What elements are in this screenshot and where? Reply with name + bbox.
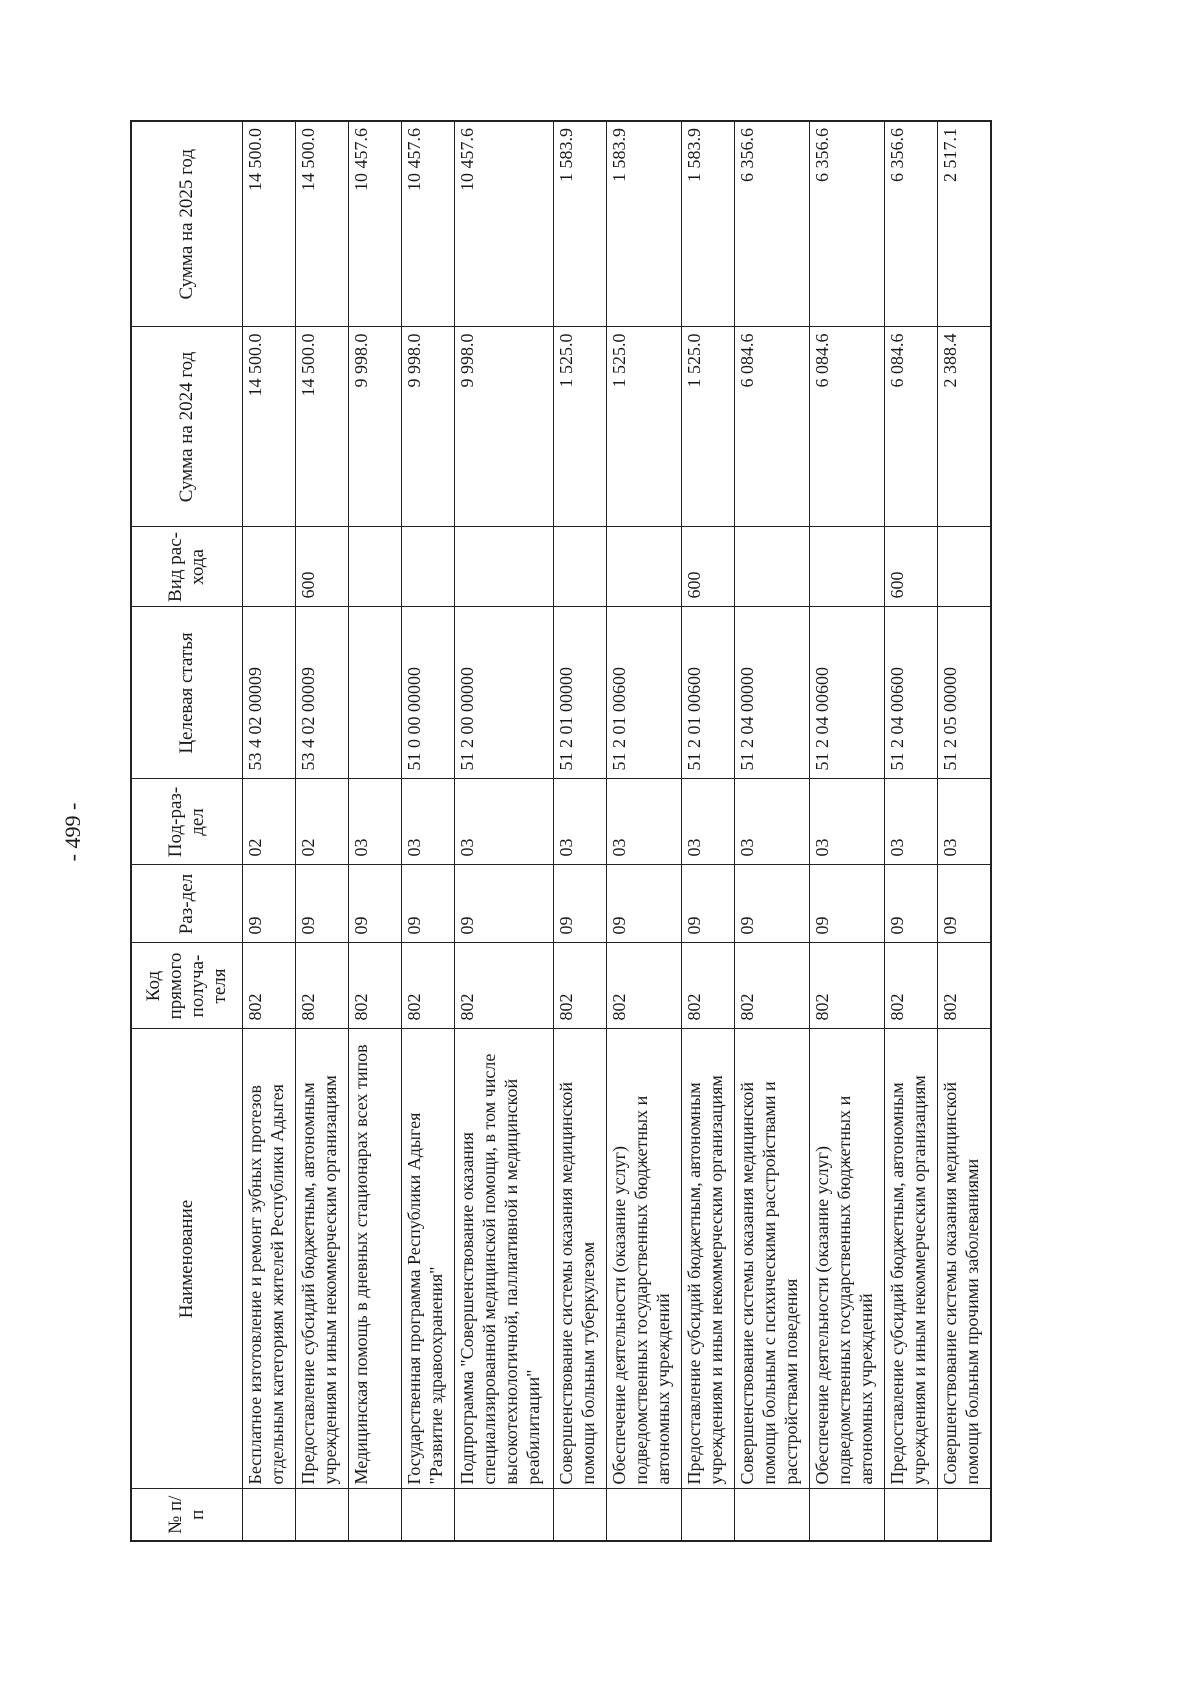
table-row: [296, 121, 349, 1541]
cell-no: [938, 1489, 992, 1541]
cell-section: 09: [810, 865, 885, 943]
header-name: Наименование: [131, 1029, 243, 1489]
header-section: Раз-дел: [131, 865, 243, 943]
cell-target: 51 0 00 00000: [402, 607, 455, 779]
cell-target: 53 4 02 00009: [243, 607, 296, 779]
table-row: [682, 121, 735, 1541]
cell-no: [682, 1489, 735, 1541]
cell-recipient: 802: [682, 943, 735, 1029]
page-number: - 499 -: [60, 802, 85, 862]
table-row: [938, 121, 992, 1541]
cell-no: [402, 1489, 455, 1541]
cell-name: Совершенствование системы оказания медицинской помощи больным прочими заболеваниями: [938, 1029, 992, 1489]
cell-target: 53 4 02 00009: [296, 607, 349, 779]
cell-target: 51 2 04 00600: [810, 607, 885, 779]
header-recipient: Код прямого получа-теля: [131, 943, 243, 1029]
cell-sum-2025: 6 356.6: [735, 121, 810, 327]
cell-sum-2024: 9 998.0: [349, 327, 402, 527]
table-row: [607, 121, 682, 1541]
cell-section: 09: [607, 865, 682, 943]
cell-expense-type: 600: [682, 527, 735, 607]
cell-no: [455, 1489, 554, 1541]
cell-target: 51 2 01 00600: [607, 607, 682, 779]
cell-recipient: 802: [885, 943, 938, 1029]
cell-no: [885, 1489, 938, 1541]
cell-sum-2024: 1 525.0: [554, 327, 607, 527]
cell-expense-type: 600: [885, 527, 938, 607]
rotated-content: [60, 122, 1130, 1542]
cell-section: 09: [885, 865, 938, 943]
cell-sum-2024: 2 388.4: [938, 327, 992, 527]
table-row: [455, 121, 554, 1541]
cell-expense-type: [938, 527, 992, 607]
cell-section: 09: [402, 865, 455, 943]
cell-sum-2025: 14 500.0: [243, 121, 296, 327]
cell-name: Совершенствование системы оказания медицинской помощи больным с психическими расстройствами и расстройствами поведения: [735, 1029, 810, 1489]
table-header-row: [131, 121, 243, 1541]
cell-target: 51 2 00 00000: [455, 607, 554, 779]
cell-sum-2024: 1 525.0: [682, 327, 735, 527]
cell-no: [243, 1489, 296, 1541]
cell-subsection: 03: [455, 779, 554, 865]
header-sum-2024: Сумма на 2024 год: [131, 327, 243, 527]
cell-recipient: 802: [296, 943, 349, 1029]
table-row: [810, 121, 885, 1541]
cell-sum-2025: 2 517.1: [938, 121, 992, 327]
table-row: [735, 121, 810, 1541]
table-row: [243, 121, 296, 1541]
cell-name: Подпрограмма "Совершенствование оказания специализированной медицинской помощи, в том числе высокотехнологичной, паллиативной и медицинской реабилитации": [455, 1029, 554, 1489]
cell-sum-2024: 1 525.0: [607, 327, 682, 527]
cell-name: Обеспечение деятельности (оказание услуг) подведомственных государственных бюджетных и автономных учреждений: [810, 1029, 885, 1489]
header-subsection: Под-раз-дел: [131, 779, 243, 865]
cell-target: 51 2 05 00000: [938, 607, 992, 779]
cell-subsection: 03: [402, 779, 455, 865]
cell-expense-type: 600: [296, 527, 349, 607]
table-row: [554, 121, 607, 1541]
cell-recipient: 802: [554, 943, 607, 1029]
cell-sum-2024: 6 084.6: [885, 327, 938, 527]
header-no: № п/п: [131, 1489, 243, 1541]
cell-no: [296, 1489, 349, 1541]
cell-recipient: 802: [607, 943, 682, 1029]
cell-recipient: 802: [735, 943, 810, 1029]
cell-section: 09: [682, 865, 735, 943]
cell-target: [349, 607, 402, 779]
cell-expense-type: [735, 527, 810, 607]
cell-no: [735, 1489, 810, 1541]
cell-name: Совершенствование системы оказания медицинской помощи больным туберкулезом: [554, 1029, 607, 1489]
cell-no: [810, 1489, 885, 1541]
cell-no: [349, 1489, 402, 1541]
cell-name: Предоставление субсидий бюджетным, автономным учреждениям и иным некоммерческим организациям: [296, 1029, 349, 1489]
cell-sum-2025: 14 500.0: [296, 121, 349, 327]
cell-subsection: 03: [682, 779, 735, 865]
cell-sum-2025: 6 356.6: [810, 121, 885, 327]
cell-sum-2024: 9 998.0: [402, 327, 455, 527]
cell-section: 09: [349, 865, 402, 943]
cell-section: 09: [938, 865, 992, 943]
cell-name: Медицинская помощь в дневных стационарах всех типов: [349, 1029, 402, 1489]
header-sum-2025: Сумма на 2025 год: [131, 121, 243, 327]
cell-expense-type: [243, 527, 296, 607]
cell-expense-type: [402, 527, 455, 607]
cell-subsection: 02: [296, 779, 349, 865]
cell-subsection: 03: [735, 779, 810, 865]
cell-sum-2024: 6 084.6: [810, 327, 885, 527]
cell-name: Бесплатное изготовление и ремонт зубных протезов отдельным категориям жителей Республики Адыгея: [243, 1029, 296, 1489]
cell-section: 09: [455, 865, 554, 943]
cell-subsection: 02: [243, 779, 296, 865]
cell-expense-type: [554, 527, 607, 607]
cell-sum-2025: 1 583.9: [554, 121, 607, 327]
header-target: Целевая статья: [131, 607, 243, 779]
cell-sum-2025: 10 457.6: [455, 121, 554, 327]
cell-section: 09: [554, 865, 607, 943]
cell-target: 51 2 01 00600: [682, 607, 735, 779]
table-row: [402, 121, 455, 1541]
cell-subsection: 03: [885, 779, 938, 865]
cell-subsection: 03: [607, 779, 682, 865]
cell-expense-type: [349, 527, 402, 607]
cell-sum-2025: 1 583.9: [607, 121, 682, 327]
table-row: [885, 121, 938, 1541]
cell-name: Обеспечение деятельности (оказание услуг) подведомственных государственных бюджетных и автономных учреждений: [607, 1029, 682, 1489]
cell-sum-2025: 1 583.9: [682, 121, 735, 327]
cell-section: 09: [296, 865, 349, 943]
cell-expense-type: [455, 527, 554, 607]
cell-target: 51 2 01 00000: [554, 607, 607, 779]
cell-name: Предоставление субсидий бюджетным, автономным учреждениям и иным некоммерческим организациям: [682, 1029, 735, 1489]
cell-sum-2025: 6 356.6: [885, 121, 938, 327]
cell-section: 09: [243, 865, 296, 943]
cell-sum-2025: 10 457.6: [402, 121, 455, 327]
cell-sum-2024: 9 998.0: [455, 327, 554, 527]
header-expense-type: Вид рас-хода: [131, 527, 243, 607]
table-row: [349, 121, 402, 1541]
cell-name: Предоставление субсидий бюджетным, автономным учреждениям и иным некоммерческим организациям: [885, 1029, 938, 1489]
cell-expense-type: [607, 527, 682, 607]
cell-section: 09: [735, 865, 810, 943]
cell-recipient: 802: [455, 943, 554, 1029]
cell-sum-2024: 14 500.0: [296, 327, 349, 527]
cell-expense-type: [810, 527, 885, 607]
cell-recipient: 802: [349, 943, 402, 1029]
cell-recipient: 802: [810, 943, 885, 1029]
cell-subsection: 03: [810, 779, 885, 865]
cell-recipient: 802: [402, 943, 455, 1029]
cell-name: Государственная программа Республики Адыгея "Развитие здравоохранения": [402, 1029, 455, 1489]
cell-sum-2024: 14 500.0: [243, 327, 296, 527]
table-body: [243, 121, 992, 1541]
cell-recipient: 802: [938, 943, 992, 1029]
cell-recipient: 802: [243, 943, 296, 1029]
cell-no: [607, 1489, 682, 1541]
cell-subsection: 03: [349, 779, 402, 865]
cell-subsection: 03: [938, 779, 992, 865]
cell-sum-2025: 10 457.6: [349, 121, 402, 327]
cell-no: [554, 1489, 607, 1541]
budget-table: [130, 120, 992, 1542]
cell-subsection: 03: [554, 779, 607, 865]
cell-target: 51 2 04 00000: [735, 607, 810, 779]
cell-sum-2024: 6 084.6: [735, 327, 810, 527]
cell-target: 51 2 04 00600: [885, 607, 938, 779]
